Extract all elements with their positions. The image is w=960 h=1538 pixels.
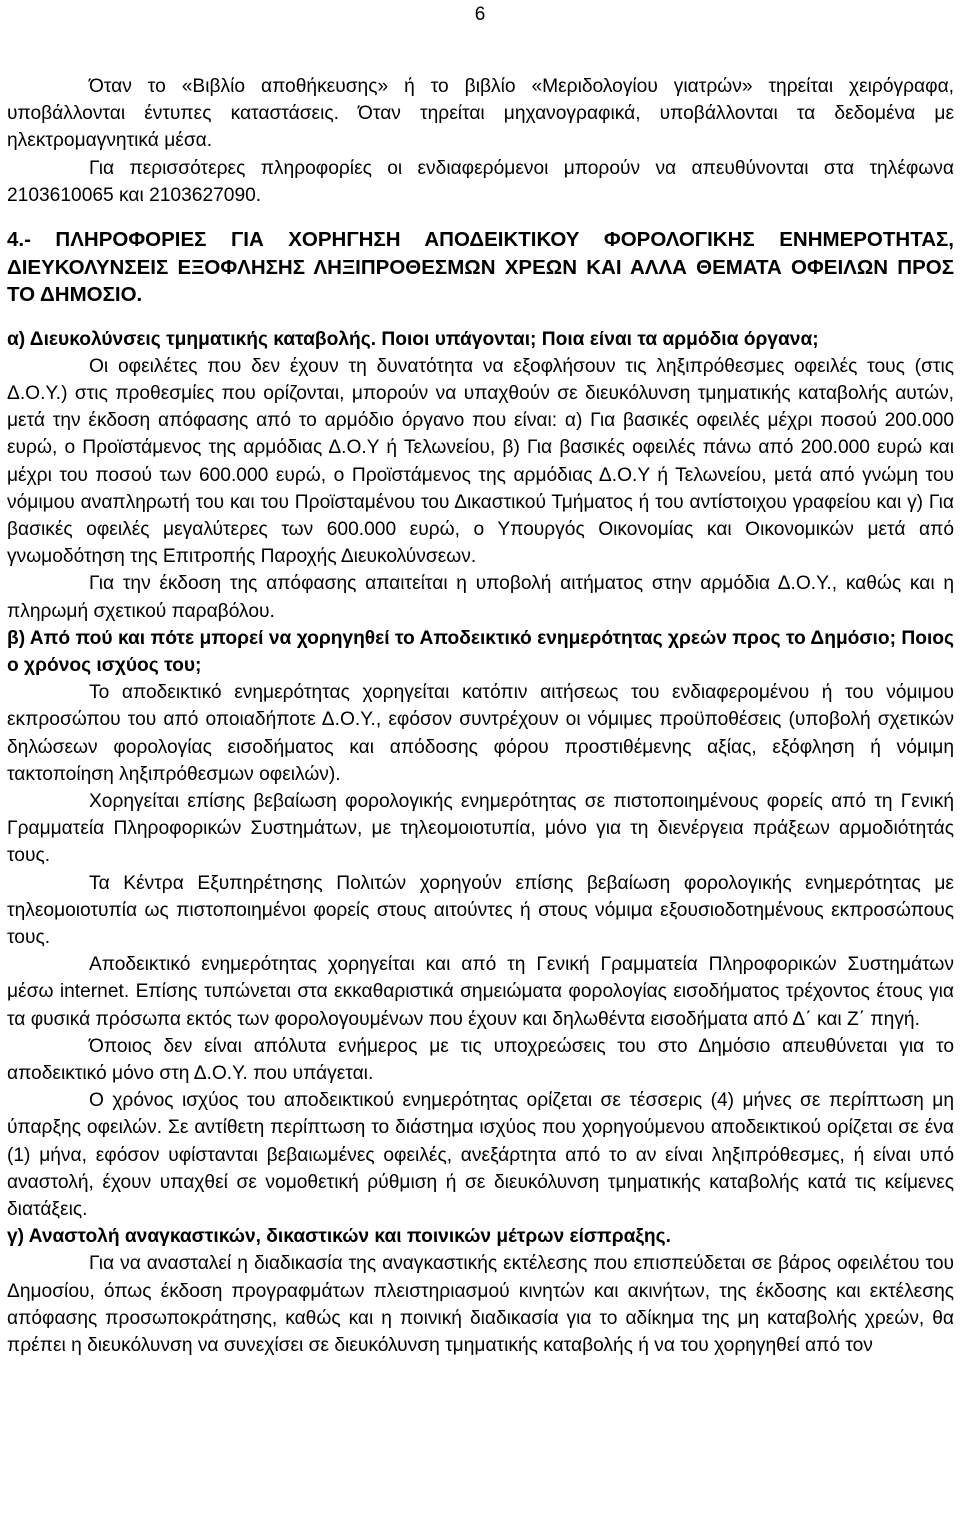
document-body <box>7 73 954 1359</box>
section-b-paragraph: Χορηγείται επίσης βεβαίωση φορολογικής ενημερότητας σε πιστοποιημένους φορείς από τη Γενική Γραμματεία Πληροφορικών Συστημάτων, με τηλεομοιοτυπία, μόνο για τη διενέργεια πράξεων αρμοδιότητάς τους. <box>7 790 954 867</box>
section-4-heading: 4.- ΠΛΗΡΟΦΟΡΙΕΣ ΓΙΑ ΧΟΡΗΓΗΣΗ ΑΠΟΔΕΙΚΤΙΚΟΥ ΦΟΡΟΛΟΓΙΚΗΣ ΕΝΗΜΕΡΟΤΗΤΑΣ, ΔΙΕΥΚΟΛΥΝΣΕΙΣ ΕΞΟΦΛΗΣΗΣ ΛΗΞΙΠΡΟΘΕΣΜΩΝ ΧΡΕΩΝ ΚΑΙ ΑΛΛΑ ΘΕΜΑΤΑ ΟΦΕΙΛΩΝ ΠΡΟΣ ΤΟ ΔΗΜΟΣΙΟ. <box>7 228 954 307</box>
intro-paragraph: Όταν το «Βιβλίο αποθήκευσης» ή το βιβλίο «Μεριδολογίου γιατρών» τηρείται χειρόγραφα, υποβάλλονται έντυπες καταστάσεις. Όταν τηρείται μηχανογραφικά, υποβάλλονται τα δεδομένα με ηλεκτρομαγνητικά μέσα. <box>7 76 954 152</box>
section-b-paragraph: Το αποδεικτικό ενημερότητας χορηγείται κατόπιν αιτήσεως του ενδιαφερομένου ή του νόμιμου εκπροσώπου του από οποιαδήποτε Δ.Ο.Υ., εφόσον συντρέχουν οι νόμιμες προϋποθέσεις (υποβολή σχετικών δηλώσεων φορολογίας εισοδήματος και απόδοσης φόρου προστιθέμενης αξίας, εξόφληση ή νόμιμη τακτοποίηση ληξιπρόθεσμων οφειλών). <box>7 682 954 785</box>
section-b-paragraph: Τα Κέντρα Εξυπηρέτησης Πολιτών χορηγούν επίσης βεβαίωση φορολογικής ενημερότητας με τηλεομοιοτυπία ως πιστοποιημένοι φορείς στους αιτούντες ή στους νόμιμα εξουσιοδοτημένους εκπροσώπους τους. <box>7 872 954 948</box>
section-c-heading: γ) Αναστολή αναγκαστικών, δικαστικών και ποινικών μέτρων είσπραξης. <box>7 1226 671 1248</box>
page-number: 6 <box>474 4 486 25</box>
contact-paragraph: Για περισσότερες πληροφορίες οι ενδιαφερόμενοι μπορούν να απευθύνονται στα τηλέφωνα 2103610065 και 2103627090. <box>7 157 954 206</box>
section-b-paragraph: Όποιος δεν είναι απόλυτα ενήμερος με τις υποχρεώσεις του στο Δημόσιο απευθύνεται για το αποδεικτικό μόνο στη Δ.Ο.Υ. που υπάγεται. <box>7 1035 954 1084</box>
section-c-paragraph: Για να ανασταλεί η διαδικασία της αναγκαστικής εκτέλεσης που επισπεύδεται σε βάρος οφειλέτου του Δημοσίου, όπως έκδοση προγραφμάτων πλειστηριασμού κινητών και ακινήτων, της έκδοσης και εκτέλεσης απόφασης προσωποκράτησης, καθώς και η ποινική διαδικασία για το αδίκημα της μη καταβολής χρεών, θα πρέπει η διευκόλυνση να συνεχίσει σε διευκόλυνση τμηματικής καταβολής ή να του χορηγηθεί από τον <box>7 1253 954 1357</box>
section-a-heading: α) Διευκολύνσεις τμηματικής καταβολής. Ποιοι υπάγονται; Ποια είναι τα αρμόδια όργανα; <box>7 328 819 350</box>
section-b-paragraph: Ο χρόνος ισχύος του αποδεικτικού ενημερότητας ορίζεται σε τέσσερις (4) μήνες σε περίπτωση μη ύπαρξης οφειλών. Σε αντίθετη περίπτωση το διάστημα ισχύος που χορηγούμενου αποδεικτικού ορίζεται σε ένα (1) μήνα, εφόσον υφίστανται βεβαιωμένες οφειλές, ανεξάρτητα από το αν είναι ληξιπρόθεσμες, ή είναι υπό αναστολή, έχουν υπαχθεί σε νομοθετική ρύθμιση ή σε διευκόλυνση τμηματικής καταβολής κατά τις κείμενες διατάξεις. <box>7 1090 954 1221</box>
section-b-heading: β) Από πού και πότε μπορεί να χορηγηθεί το Αποδεικτικό ενημερότητας χρεών προς το Δημόσιο; Ποιος ο χρόνος ισχύος του; <box>7 627 954 676</box>
section-a-paragraph: Για την έκδοση της απόφασης απαιτείται η υποβολή αιτήματος στην αρμόδια Δ.Ο.Υ., καθώς και η πληρωμή σχετικού παραβόλου. <box>7 573 954 622</box>
section-b-paragraph: Αποδεικτικό ενημερότητας χορηγείται και από τη Γενική Γραμματεία Πληροφορικών Συστημάτων μέσω internet. Επίσης τυπώνεται στα εκκαθαριστικά σημειώματα φορολογίας εισοδήματος τρέχοντος έτους για τα φυσικά πρόσωπα εκτός των φορολογουμένων που έχουν και δηλωθέντα εισοδήματα από Δ΄ και Ζ΄ πηγή. <box>7 954 954 1030</box>
section-a-paragraph: Οι οφειλέτες που δεν έχουν τη δυνατότητα να εξοφλήσουν τις ληξιπρόθεσμες οφειλές τους (στις Δ.Ο.Υ.) στις προθεσμίες που ορίζονται, μπορούν να υπαχθούν σε διευκόλυνση τμηματικής καταβολής αυτών, μετά την έκδοση απόφασης από το αρμόδιο όργανο που είναι: α) Για βασικές οφειλές μέχρι ποσού 200.000 ευρώ, ο Προϊστάμενος της αρμόδιας Δ.Ο.Υ ή Τελωνείου, β) Για βασικές οφειλές πάνω από 200.000 ευρώ και μέχρι του ποσού των 600.000 ευρώ, ο Προϊστάμενος της αρμόδιας Δ.Ο.Υ ή Τελωνείου, μετά από γνώμη του νόμιμου αναπληρωτή του και του Προϊσταμένου του Δικαστικού Τμήματος ή του αντίστοιχου γραφείου και γ) Για βασικές οφειλές μεγαλύτερες των 600.000 ευρώ, ο Υπουργός Οικονομίας και Οικονομικών μετά από γνωμοδότηση της Επιτροπής Παροχής Διευκολύνσεων. <box>7 355 954 568</box>
